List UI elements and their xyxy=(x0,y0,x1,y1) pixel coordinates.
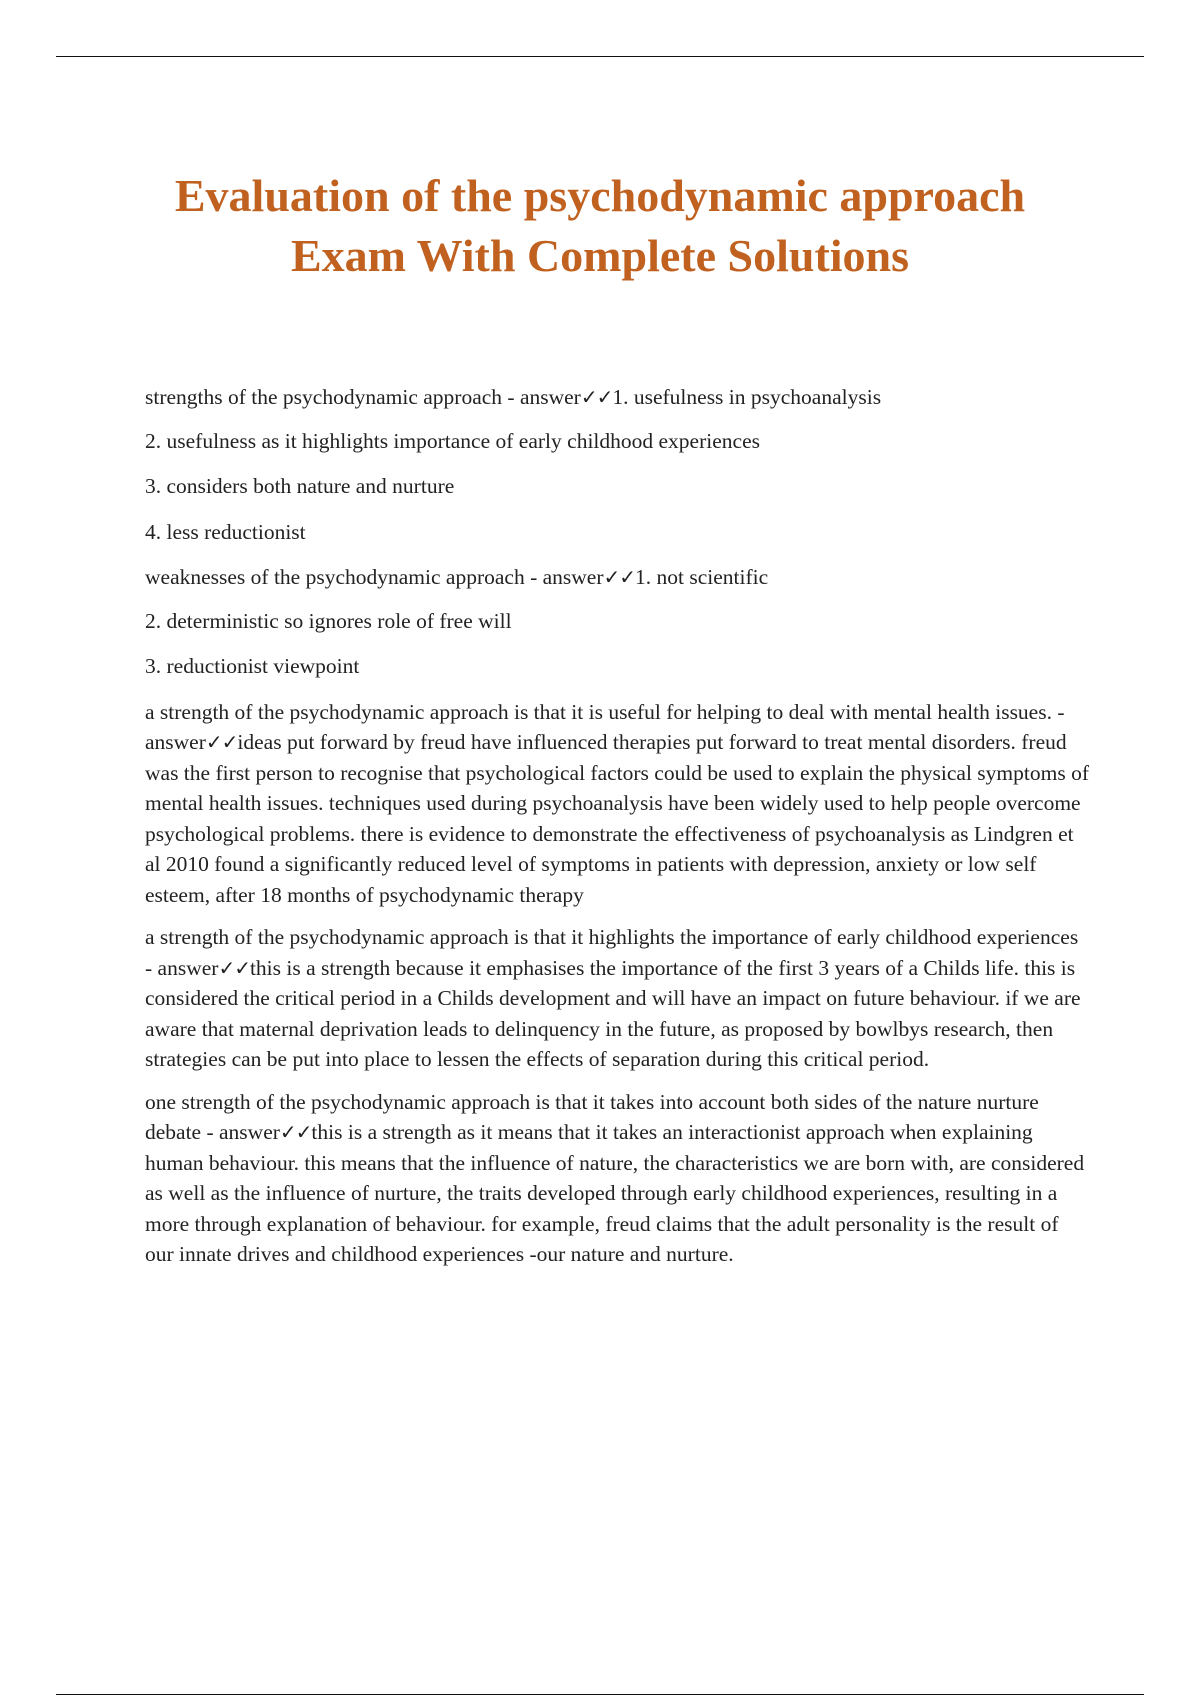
qa-entry xyxy=(145,1087,1090,1270)
answer-check-icon: ✓✓ xyxy=(279,1120,312,1144)
document-title xyxy=(80,166,1120,286)
list-item: 3. considers both nature and nurture xyxy=(145,474,455,498)
qa-entry xyxy=(145,697,1090,911)
answer-text: ideas put forward by freud have influenced therapies put forward to treat mental disorders. freud was the first person to recognise that psychological factors could be used to explain the physical symptoms of mental health issues. techniques used during psychoanalysis have been widely used to help people overcome psychological problems. there is evidence to demonstrate the effectiveness of psychoanalysis as Lindgren et al 2010 found a significantly reduced level of symptoms in patients with depression, anxiety or low self esteem, after 18 months of psychodynamic therapy xyxy=(145,730,1089,907)
answer-text: 1. not scientific xyxy=(635,565,769,589)
list-item: 4. less reductionist xyxy=(145,519,306,544)
answer-check-icon: ✓✓ xyxy=(218,955,250,980)
answer-text: this is a strength as it means that it takes an interactionist approach when explaining human behaviour. this means that the influence of nature, the characteristics we are born with, are considered as well as the influence of nurture, the traits developed through early childhood experiences, resulting in a more through explanation of behaviour. for example, freud claims that the adult personality is the result of our innate drives and childhood experiences -our nature and nurture. xyxy=(145,1120,1085,1266)
question-text: one strength of the psychodynamic approach is that it takes into account both sides of the nature nurture debate - answer xyxy=(145,1089,1039,1144)
qa-entry xyxy=(145,382,1090,413)
list-item: 2. usefulness as it highlights importance of early childhood experiences xyxy=(145,428,760,453)
question-text: a strength of the psychodynamic approach is that it is useful for helping to deal with mental health issues. - answer xyxy=(145,699,1065,754)
answer-check-icon: ✓✓ xyxy=(603,565,636,589)
qa-entry xyxy=(145,922,1090,1075)
header-rule xyxy=(56,56,1144,57)
qa-entry xyxy=(145,562,1090,593)
answer-check-icon: ✓✓ xyxy=(580,385,613,409)
footer-rule xyxy=(56,1694,1144,1695)
title-line-2: Exam With Complete Solutions xyxy=(290,230,910,281)
document-body xyxy=(145,382,1090,1282)
list-item: 3. reductionist viewpoint xyxy=(145,654,360,678)
question-text: a strength of the psychodynamic approach is that it highlights the importance of early childhood experiences - answer xyxy=(145,925,1079,980)
answer-text: 1. usefulness in psychoanalysis xyxy=(612,385,882,409)
question-text: weaknesses of the psychodynamic approach - answer xyxy=(145,565,604,589)
answer-check-icon: ✓✓ xyxy=(205,730,238,754)
answer-text: this is a strength because it emphasises the importance of the first 3 years of a Childs life. this is considered the critical period in a Childs development and will have an impact on future behaviour. if we are aware that maternal deprivation leads to delinquency in the future, as proposed by bowlbys research, then strategies can be put into place to lessen the effects of separation during this critical period. xyxy=(145,955,1081,1071)
question-text: strengths of the psychodynamic approach - answer xyxy=(145,385,581,409)
list-item: 2. deterministic so ignores role of free will xyxy=(145,608,512,633)
title-line-1: Evaluation of the psychodynamic approach xyxy=(174,170,1026,221)
